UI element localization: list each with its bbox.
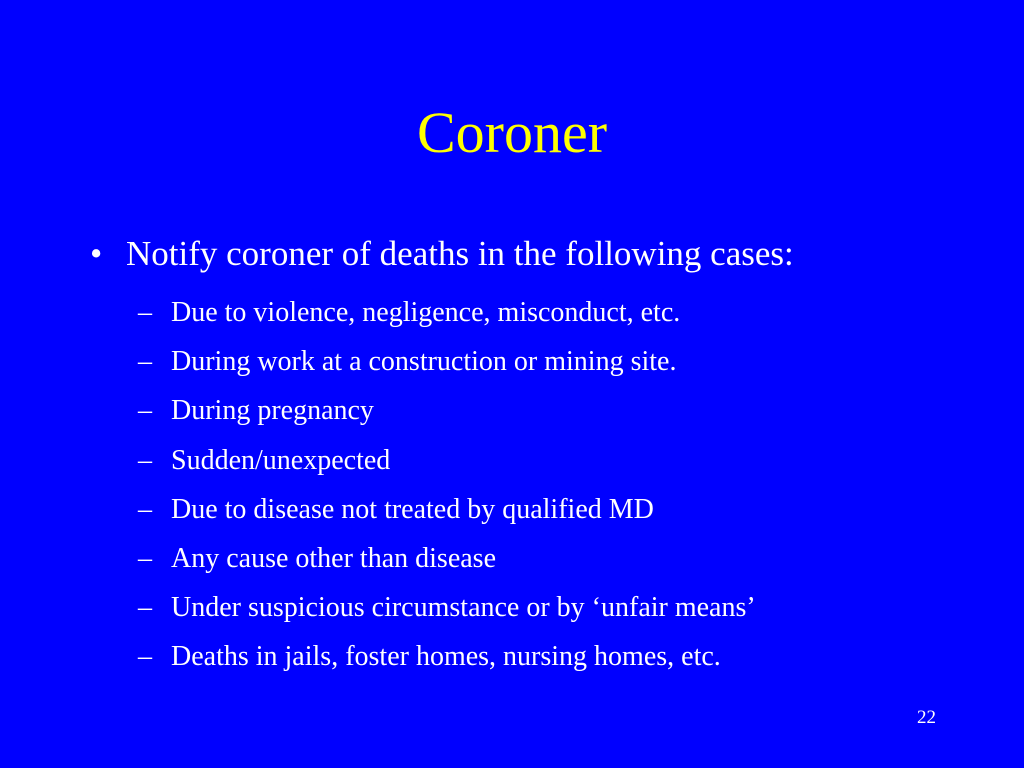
- page-number: 22: [917, 707, 936, 728]
- bullet-marker: •: [90, 234, 103, 273]
- dash-marker: –: [138, 543, 152, 575]
- sub-bullet-text: During pregnancy: [171, 395, 374, 427]
- main-bullet-text: Notify coroner of deaths in the following cases:: [126, 234, 794, 273]
- main-bullet: [90, 232, 794, 276]
- sub-bullet-item: [138, 436, 756, 485]
- sub-bullet-text: During work at a construction or mining site.: [171, 346, 677, 378]
- sub-bullet-text: Deaths in jails, foster homes, nursing homes, etc.: [171, 641, 721, 673]
- sub-bullet-item: [138, 288, 756, 337]
- dash-marker: –: [138, 297, 152, 328]
- sub-bullet-text: Under suspicious circumstance or by ‘unfair means’: [171, 592, 756, 624]
- dash-marker: –: [138, 346, 152, 378]
- slide-title: Coroner: [416, 100, 608, 165]
- dash-marker: –: [138, 641, 152, 673]
- sub-bullet-text: Due to disease not treated by qualified MD: [171, 493, 654, 525]
- sub-bullet-list: [138, 288, 756, 682]
- sub-bullet-text: Any cause other than disease: [171, 543, 496, 575]
- sub-bullet-text: Due to violence, negligence, misconduct, etc.: [171, 297, 681, 328]
- dash-marker: –: [138, 592, 152, 624]
- sub-bullet-item: [138, 534, 756, 583]
- sub-bullet-text: Sudden/unexpected: [171, 444, 391, 476]
- dash-marker: –: [138, 444, 152, 476]
- dash-marker: –: [138, 493, 152, 525]
- sub-bullet-item: [138, 485, 756, 534]
- dash-marker: –: [138, 395, 152, 427]
- sub-bullet-item: [138, 386, 756, 435]
- sub-bullet-item: [138, 632, 756, 681]
- sub-bullet-item: [138, 337, 756, 386]
- sub-bullet-item: [138, 583, 756, 632]
